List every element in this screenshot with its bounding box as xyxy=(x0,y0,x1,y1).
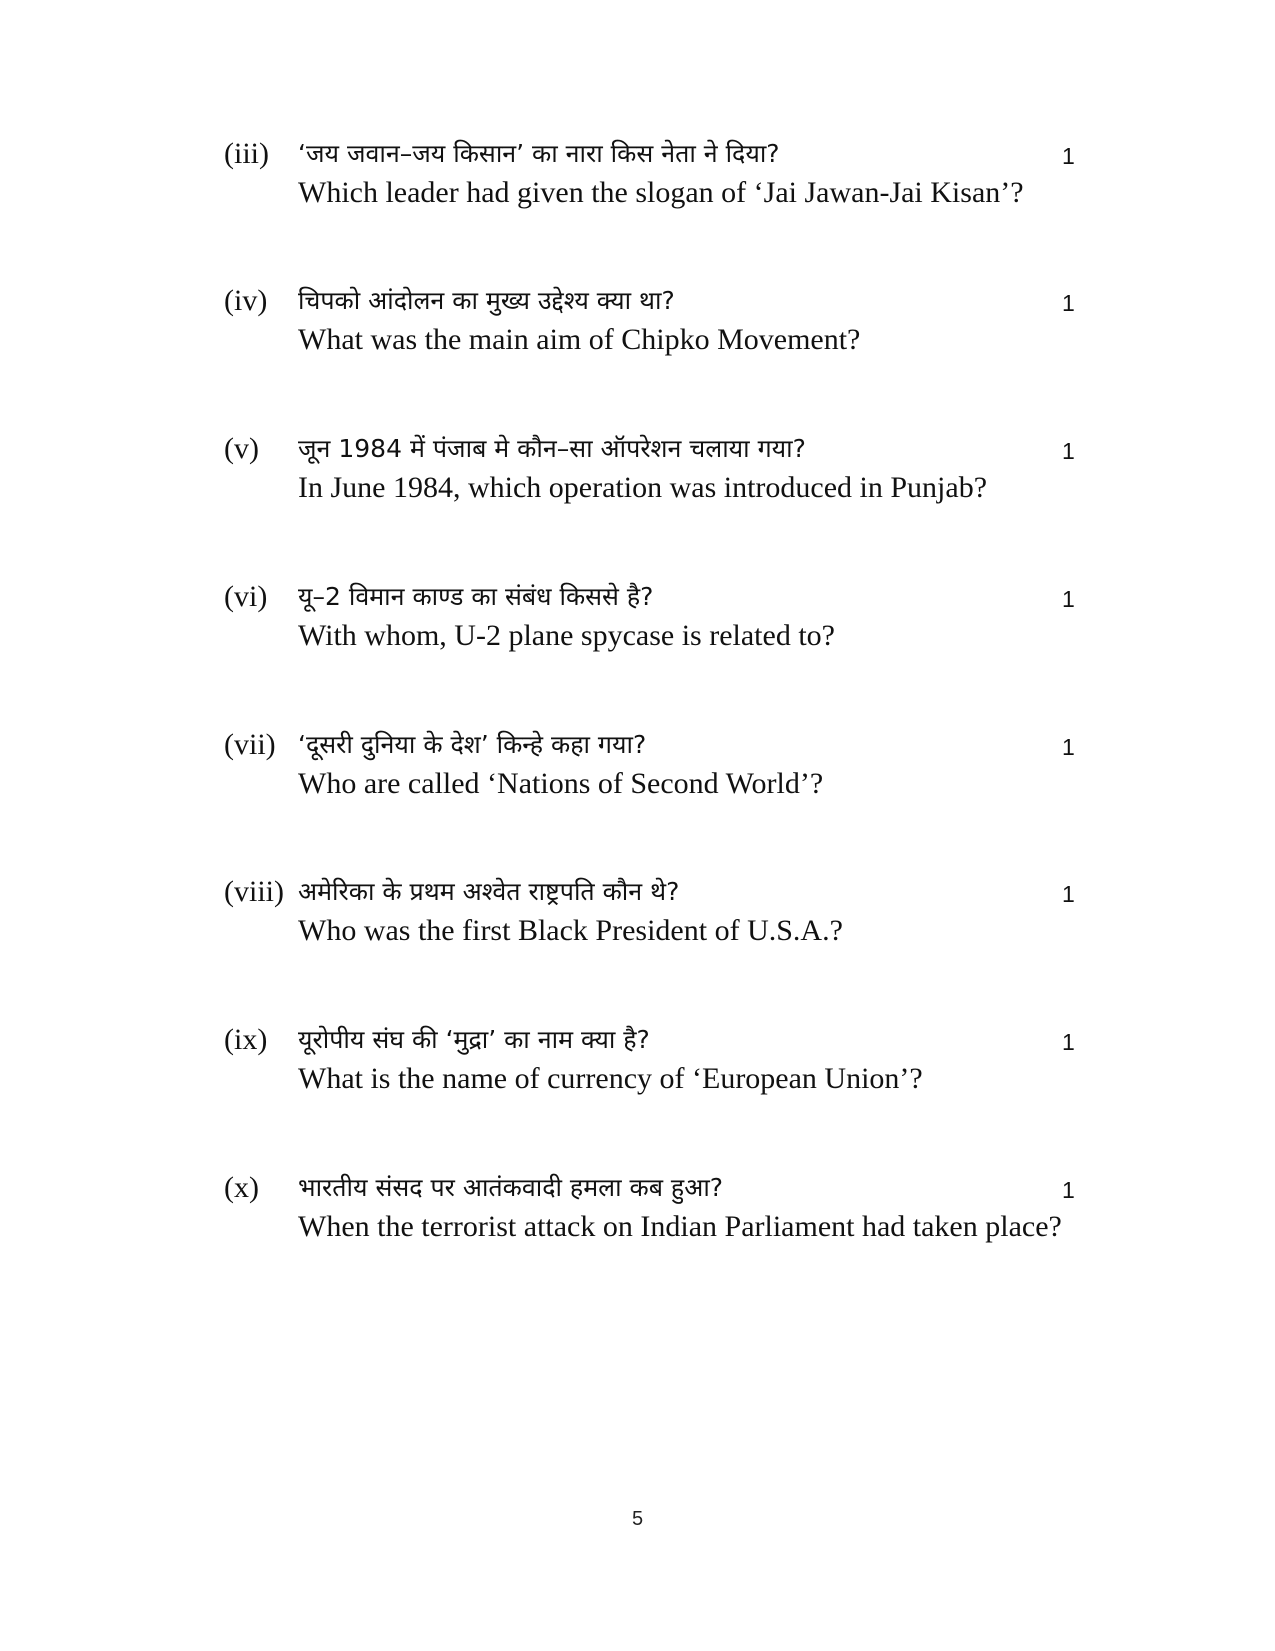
question-iv xyxy=(224,281,1104,358)
question-header-row xyxy=(224,429,1104,469)
question-header-row xyxy=(224,872,1104,912)
question-hindi-text: ‘दूसरी दुनिया के देश’ किन्हे कहा गया? xyxy=(298,730,647,759)
question-vii xyxy=(224,725,1104,802)
question-number: (vi) xyxy=(224,580,268,613)
question-header-row xyxy=(224,725,1104,765)
question-number: (vii) xyxy=(224,728,276,761)
question-number: (iii) xyxy=(224,137,269,170)
question-x xyxy=(224,1168,1104,1245)
question-number: (viii) xyxy=(224,875,284,908)
question-english-text: What was the main aim of Chipko Movement? xyxy=(298,323,861,356)
question-header-row xyxy=(224,577,1104,617)
question-english-text: With whom, U-2 plane spycase is related to? xyxy=(298,619,835,652)
question-hindi-text: अमेरिका के प्रथम अश्वेत राष्ट्रपति कौन थे? xyxy=(298,877,680,906)
page-number: 5 xyxy=(631,1508,644,1530)
question-ix xyxy=(224,1020,1104,1097)
question-marks: 1 xyxy=(1062,438,1075,464)
question-english-text: Who are called ‘Nations of Second World’? xyxy=(298,767,824,800)
question-vi xyxy=(224,577,1104,654)
question-hindi-text: यू–2 विमान काण्ड का संबंध किससे है? xyxy=(298,582,654,611)
question-hindi-text: भारतीय संसद पर आतंकवादी हमला कब हुआ? xyxy=(298,1173,724,1202)
question-hindi-text: ‘जय जवान–जय किसान’ का नारा किस नेता ने दिया? xyxy=(298,139,780,168)
question-english-text: What is the name of currency of ‘European Union’? xyxy=(298,1062,923,1095)
question-header-row xyxy=(224,1020,1104,1060)
question-marks: 1 xyxy=(1062,881,1075,907)
question-marks: 1 xyxy=(1062,1029,1075,1055)
question-hindi-text: चिपको आंदोलन का मुख्य उद्देश्य क्या था? xyxy=(298,286,675,315)
question-number: (iv) xyxy=(224,284,268,317)
question-english-text: Which leader had given the slogan of ‘Jai Jawan-Jai Kisan’? xyxy=(298,176,1024,209)
question-number: (ix) xyxy=(224,1023,268,1056)
question-hindi-text: यूरोपीय संघ की ‘मुद्रा’ का नाम क्या है? xyxy=(298,1025,650,1054)
question-header-row xyxy=(224,1168,1104,1208)
question-marks: 1 xyxy=(1062,1177,1075,1203)
question-number: (x) xyxy=(224,1171,259,1204)
question-marks: 1 xyxy=(1062,734,1075,760)
question-english-text: When the terrorist attack on Indian Parliament had taken place? xyxy=(298,1210,1062,1243)
question-header-row xyxy=(224,281,1104,321)
question-english-text: In June 1984, which operation was introduced in Punjab? xyxy=(298,471,988,504)
question-v xyxy=(224,429,1104,506)
question-iii xyxy=(224,134,1104,211)
question-english-text: Who was the first Black President of U.S.A.? xyxy=(298,914,843,947)
question-marks: 1 xyxy=(1062,143,1075,169)
question-marks: 1 xyxy=(1062,290,1075,316)
question-viii xyxy=(224,872,1104,949)
question-marks: 1 xyxy=(1062,586,1075,612)
question-header-row xyxy=(224,134,1104,174)
question-hindi-text: जून 1984 में पंजाब मे कौन–सा ऑपरेशन चलाया गया? xyxy=(298,434,806,463)
question-number: (v) xyxy=(224,432,259,465)
